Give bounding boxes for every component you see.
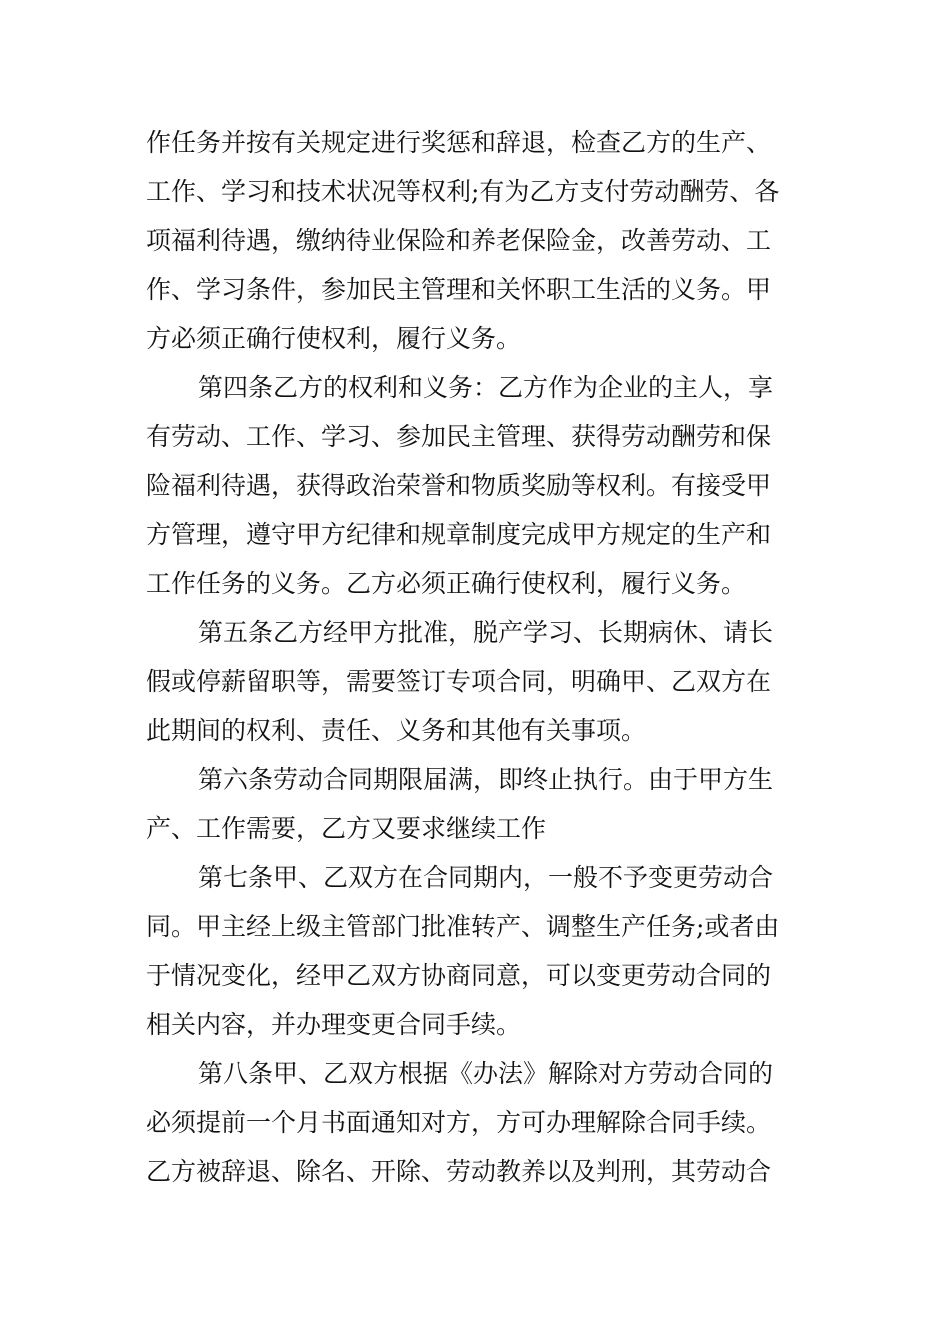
text-line: 相关内容，并办理变更合同手续。 xyxy=(146,1010,522,1039)
article-6-first-line: 第六条劳动合同期限届满，即终止执行。由于甲方生 xyxy=(198,765,774,794)
document-body xyxy=(146,118,811,1196)
text-line: 方管理，遵守甲方纪律和规章制度完成甲方规定的生产和 xyxy=(146,520,772,549)
article-8-first-line: 第八条甲、乙双方根据《办法》解除对方劳动合同的 xyxy=(198,1059,774,1088)
text-line: 于情况变化，经甲乙双方协商同意，可以变更劳动合同的 xyxy=(146,961,772,990)
article-5-first-line: 第五条乙方经甲方批准，脱产学习、长期病休、请长 xyxy=(198,618,774,647)
text-line: 此期间的权利、责任、义务和其他有关事项。 xyxy=(146,716,647,745)
text-line: 项福利待遇，缴纳待业保险和养老保险金，改善劳动、工 xyxy=(146,226,772,255)
article-4-first-line: 第四条乙方的权利和义务：乙方作为企业的主人，享 xyxy=(198,373,774,402)
article-7-first-line: 第七条甲、乙双方在合同期内，一般不予变更劳动合 xyxy=(198,863,774,892)
text-line: 工作、学习和技术状况等权利;有为乙方支付劳动酬劳、各 xyxy=(146,177,780,206)
text-line: 作、学习条件，参加民主管理和关怀职工生活的义务。甲 xyxy=(146,275,772,304)
text-line: 有劳动、工作、学习、参加民主管理、获得劳动酬劳和保 xyxy=(146,422,772,451)
text-line: 必须提前一个月书面通知对方，方可办理解除合同手续。 xyxy=(146,1108,772,1137)
text-line: 险福利待遇，获得政治荣誉和物质奖励等权利。有接受甲 xyxy=(146,471,772,500)
text-line: 工作任务的义务。乙方必须正确行使权利，履行义务。 xyxy=(146,569,747,598)
text-line: 假或停薪留职等，需要签订专项合同，明确甲、乙双方在 xyxy=(146,667,772,696)
text-line: 乙方被辞退、除名、开除、劳动教养以及判刑，其劳动合 xyxy=(146,1157,772,1186)
text-line: 同。甲主经上级主管部门批准转产、调整生产任务;或者由 xyxy=(146,912,780,941)
text-line: 作任务并按有关规定进行奖惩和辞退，检查乙方的生产、 xyxy=(146,128,772,157)
text-line: 方必须正确行使权利，履行义务。 xyxy=(146,324,522,353)
text-line: 产、工作需要，乙方又要求继续工作 xyxy=(146,814,547,843)
